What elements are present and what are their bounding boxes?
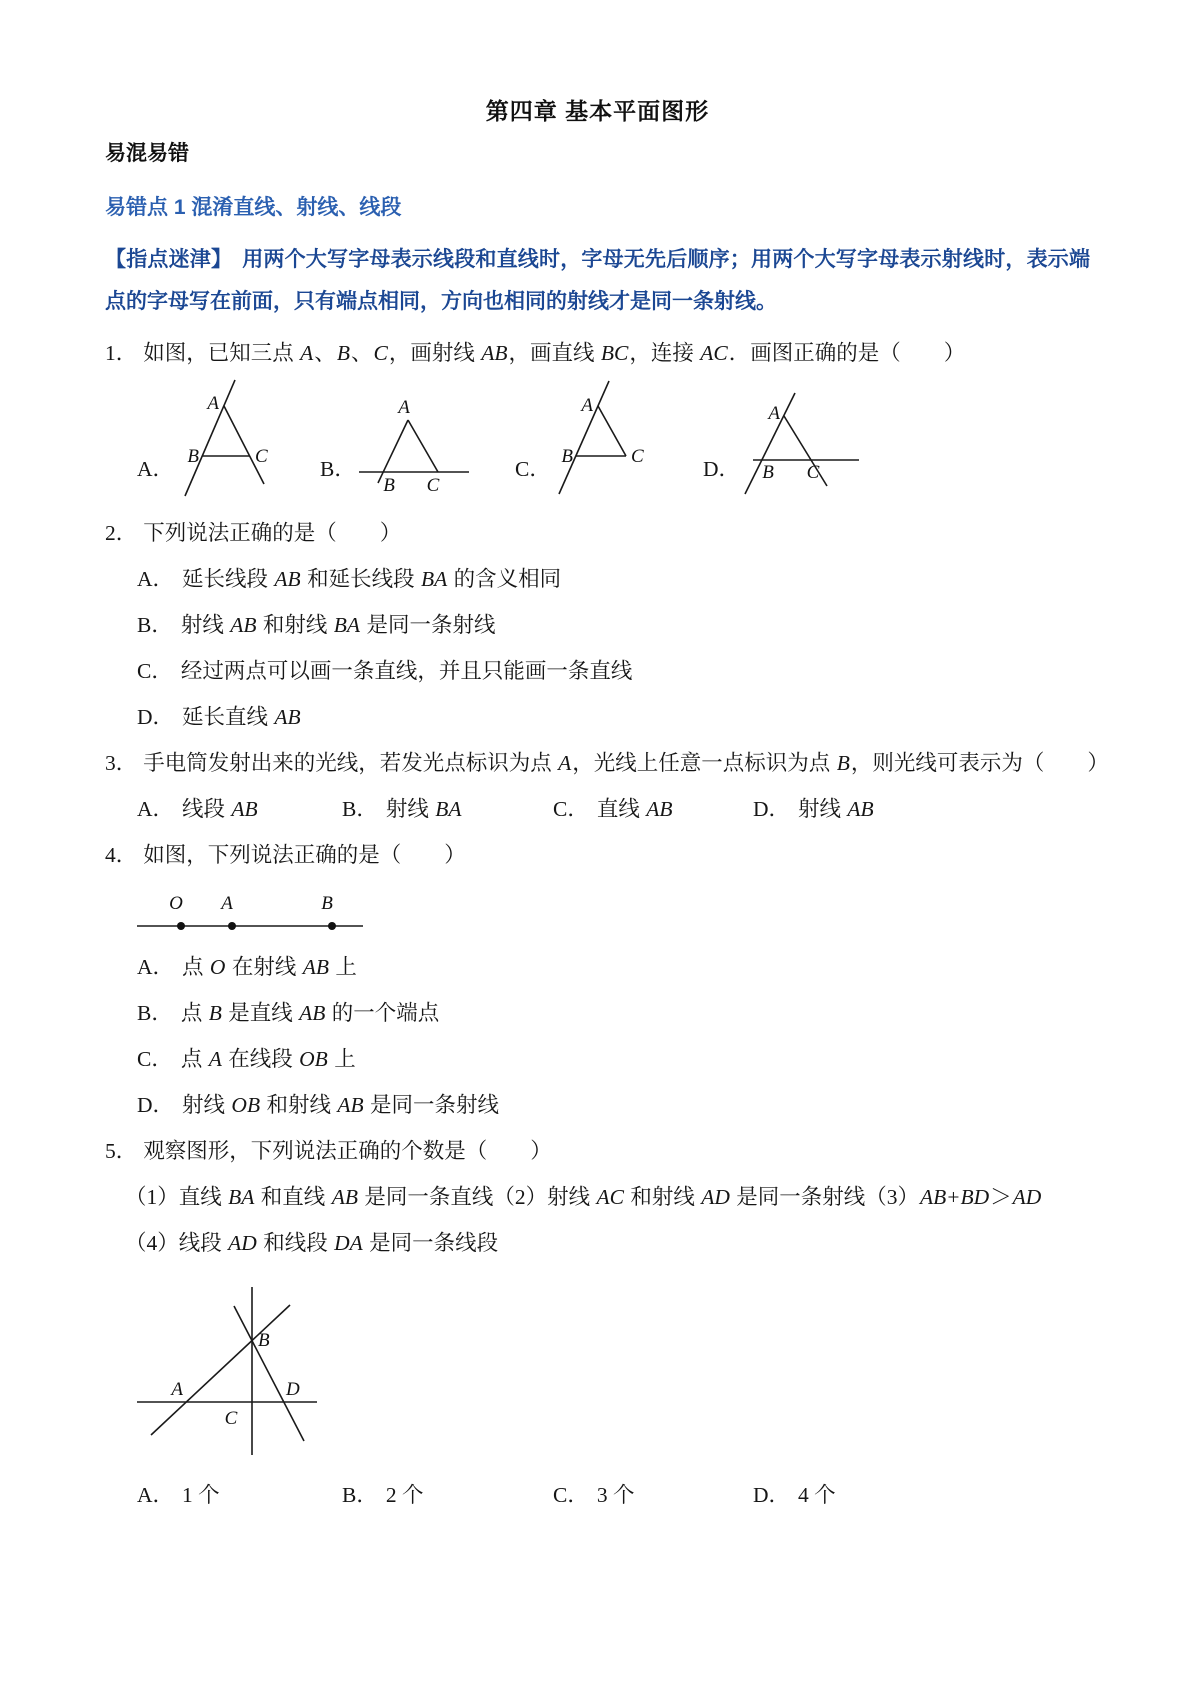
point-label-c: C [255, 446, 268, 467]
tip-label: 【指点迷津】 [105, 248, 233, 271]
q5-option-c [553, 1472, 753, 1518]
question-2-text [105, 510, 1128, 556]
q1-option-b-figure [351, 398, 476, 493]
q3-option-c-label: C． [553, 797, 589, 821]
page-title: 第四章 基本平面图形 [485, 98, 710, 124]
q4-option-b [137, 990, 1090, 1036]
segment-a-c [408, 420, 438, 472]
subsection-heading: 易错点 1 混淆直线、射线、线段 [105, 196, 402, 219]
q3-option-d-label: D． [753, 797, 791, 821]
q2-option-d [137, 694, 1090, 740]
q4-option-d-label: D． [137, 1093, 175, 1117]
point-label-c: C [224, 1408, 238, 1429]
point-label-c: C [806, 462, 820, 483]
question-5-options [137, 1472, 1090, 1518]
question-2-number: 2． [105, 521, 138, 545]
question-5-text [105, 1128, 1128, 1174]
point-label-b: B [762, 462, 774, 483]
q3-option-d-text: 射线 AB [798, 797, 874, 821]
point-label-d: D [286, 1379, 300, 1400]
q5-option-d [753, 1472, 836, 1518]
q2-option-b [137, 602, 1090, 648]
q5-option-d-text: 4 个 [798, 1483, 836, 1507]
q2-option-a [137, 556, 1090, 602]
q2-option-b-label: B． [137, 613, 173, 637]
question-4-body: 如图，下列说法正确的是（ ） [143, 843, 466, 867]
q5-option-a [137, 1472, 342, 1518]
q3-option-c [553, 786, 753, 832]
q3-option-a-label: A． [137, 797, 175, 821]
q3-option-c-text: 直线 AB [596, 797, 673, 821]
q5-option-b-label: B． [342, 1483, 378, 1507]
question-2-options [105, 556, 1090, 740]
point-label-c: C [631, 446, 644, 467]
q2-option-d-text: 延长直线 AB [182, 705, 301, 729]
point-label-b: B [187, 446, 199, 467]
q3-option-b [342, 786, 553, 832]
question-4-text [105, 832, 1128, 878]
q5-figure [133, 1282, 328, 1462]
q2-option-b-text: 射线 AB 和射线 BA 是同一条射线 [180, 613, 496, 637]
point-label-c: C [426, 475, 440, 493]
segment-a-b-extended [378, 420, 408, 483]
q4-option-a-text: 点 O 在射线 AB 上 [182, 955, 357, 979]
q1-option-d-letter: D． [703, 457, 741, 481]
line-through-a-b [151, 1305, 290, 1435]
q1-option-c-letter: C． [515, 457, 551, 481]
q4-option-c-text: 点 A 在线段 OB 上 [180, 1047, 356, 1071]
question-2-body: 下列说法正确的是（ ） [143, 521, 402, 545]
question-3-body: 手电筒发射出来的光线，若发光点标识为点 A，光线上任意一点标识为点 B，则光线可表示为（ ） [143, 751, 1109, 775]
question-5-body: 观察图形，下列说法正确的个数是（ ） [143, 1139, 552, 1163]
q5-option-b [342, 1472, 553, 1518]
point-label-b: B [561, 446, 573, 467]
tip-paragraph [105, 239, 1090, 322]
q4-option-a [137, 944, 1090, 990]
q4-option-c-label: C． [137, 1047, 173, 1071]
q5-option-c-label: C． [553, 1483, 589, 1507]
question-4-number: 4． [105, 843, 138, 867]
q5-option-d-label: D． [753, 1483, 791, 1507]
q4-figure [135, 890, 365, 940]
q5-option-b-text: 2 个 [385, 1483, 424, 1507]
q2-option-a-label: A． [137, 567, 175, 591]
question-3-text [105, 740, 1128, 786]
point-b [328, 922, 336, 930]
q3-option-a-text: 线段 AB [182, 797, 258, 821]
q2-option-c-label: C． [137, 659, 173, 683]
question-1-body: 如图，已知三点 A、B、C，画射线 AB，画直线 BC，连接 AC．画图正确的是（ ） [143, 341, 966, 365]
q4-option-c [137, 1036, 1090, 1082]
question-1-text [105, 330, 1128, 376]
q4-option-b-label: B． [137, 1001, 173, 1025]
q4-option-d [137, 1082, 1090, 1128]
q5-option-a-text: 1 个 [182, 1483, 220, 1507]
question-5-statements: （1）直线 BA 和直线 AB 是同一条直线（2）射线 AC 和射线 AD 是同一条射线（3）AB+BD＞AD（4）线段 AD 和线段 DA 是同一条线段 [125, 1185, 1042, 1255]
q3-option-b-label: B． [342, 797, 378, 821]
section-heading: 易混易错 [105, 142, 189, 165]
point-label-a: A [581, 395, 593, 416]
q2-option-c [137, 648, 1090, 694]
question-3-options [137, 786, 1090, 832]
q1-option-a-letter: A． [137, 457, 175, 481]
point-label-o: O [169, 893, 183, 914]
q5-option-c-text: 3 个 [596, 1483, 635, 1507]
point-label-b: B [258, 1330, 270, 1351]
q5-option-a-label: A． [137, 1483, 175, 1507]
q2-option-a-text: 延长线段 AB 和延长线段 BA 的含义相同 [182, 567, 562, 591]
q1-option-b-letter: B． [320, 457, 356, 481]
q3-option-b-text: 射线 BA [385, 797, 462, 821]
q1-option-d-figure [735, 390, 865, 496]
q2-option-d-label: D． [137, 705, 175, 729]
q1-option-c-figure [547, 378, 662, 496]
question-5-number: 5． [105, 1139, 138, 1163]
question-4-options [105, 944, 1090, 1128]
point-a [228, 922, 236, 930]
q4-option-a-label: A． [137, 955, 175, 979]
q4-option-d-text: 射线 OB 和射线 AB 是同一条射线 [182, 1093, 500, 1117]
question-3-number: 3． [105, 751, 138, 775]
point-label-a: A [171, 1379, 183, 1400]
line-a-c-extended [224, 406, 264, 484]
point-label-a: A [207, 393, 219, 414]
q3-option-a [137, 786, 342, 832]
q3-option-d [753, 786, 875, 832]
q4-option-b-text: 点 B 是直线 AB 的一个端点 [180, 1001, 440, 1025]
point-label-a: A [398, 398, 410, 418]
line-through-b-d [234, 1306, 304, 1441]
q2-option-c-text: 经过两点可以画一条直线，并且只能画一条直线 [180, 659, 633, 683]
question-1-number: 1． [105, 341, 138, 365]
line-a-c-extended [784, 416, 827, 486]
segment-a-c [598, 406, 626, 456]
q1-figure-row [137, 376, 1090, 502]
q1-option-a-figure [169, 376, 294, 498]
point-o [177, 922, 185, 930]
point-label-a: A [768, 403, 780, 424]
point-label-a: A [221, 893, 233, 914]
tip-body-text: 用两个大写字母表示线段和直线时，字母无先后顺序；用两个大写字母表示射线时，表示端点的字母写在前面，只有端点相同，方向也相同的射线才是同一条射线。 [105, 248, 1090, 313]
point-label-b: B [383, 475, 395, 493]
point-label-b: B [321, 893, 333, 914]
